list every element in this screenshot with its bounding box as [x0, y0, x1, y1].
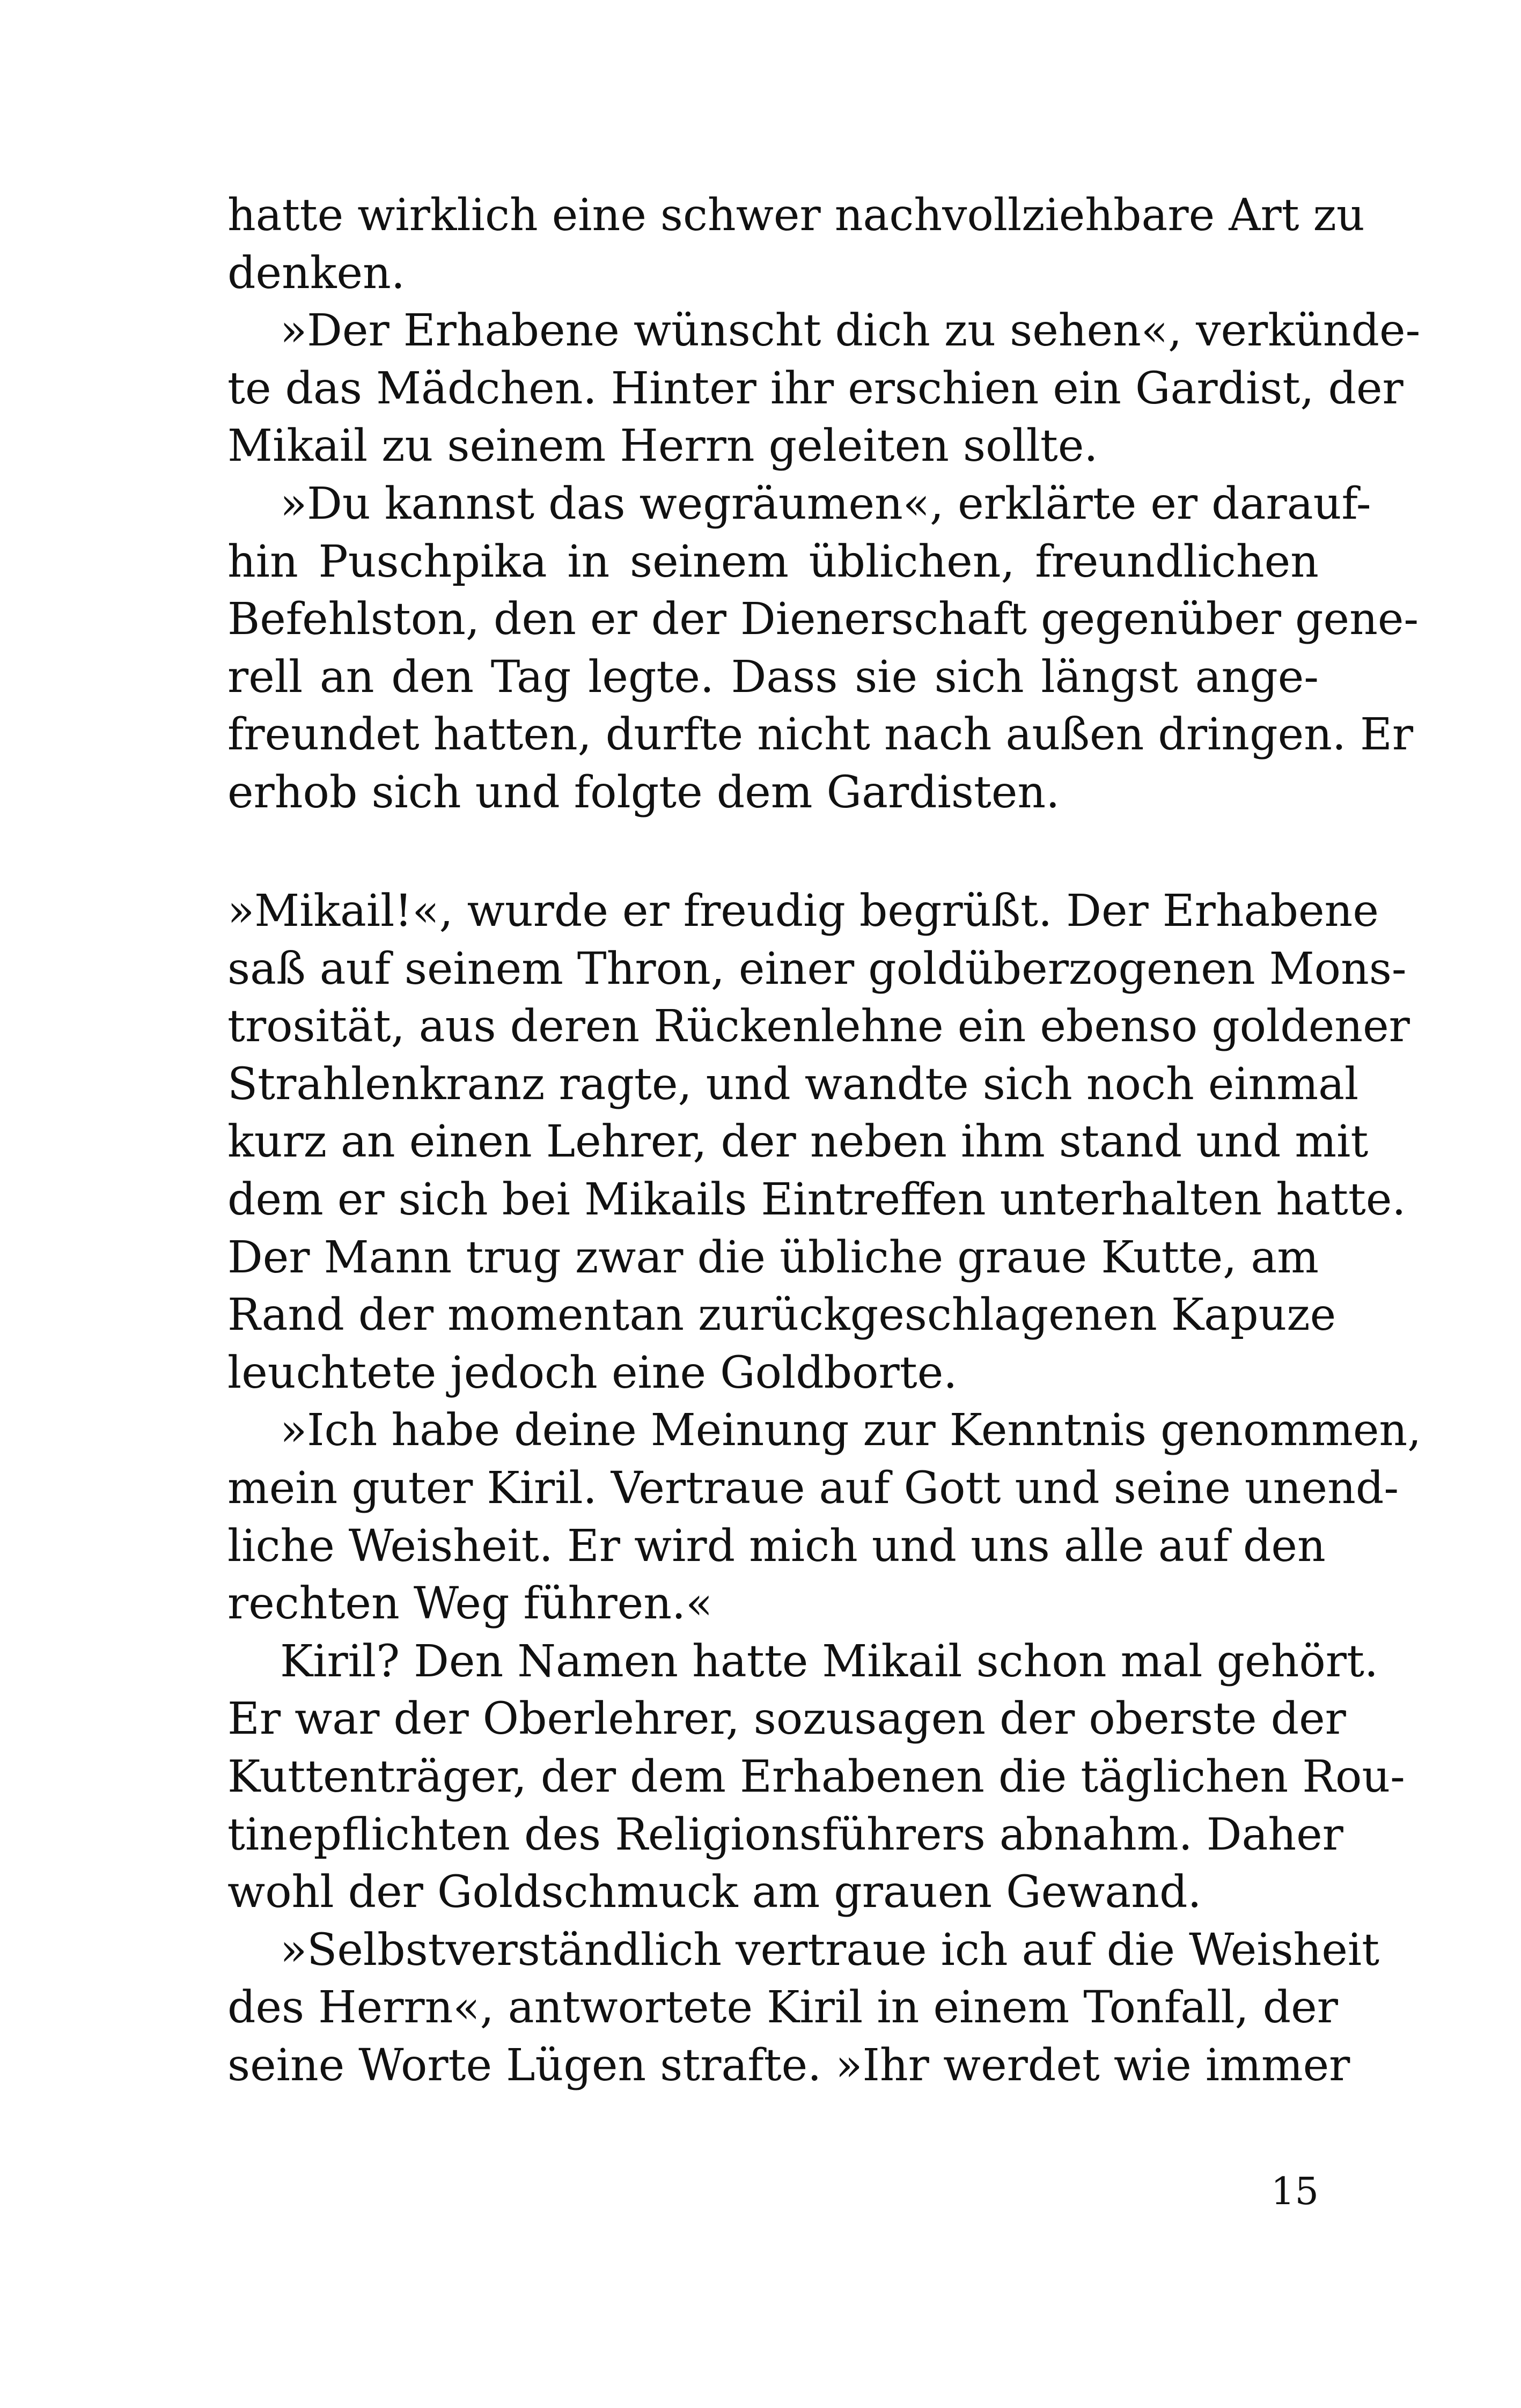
text-line: Er war der Oberlehrer, sozusagen der oberste der: [227, 1693, 1346, 1745]
text-line: freundet hatten, durfte nicht nach außen dringen. Er: [227, 709, 1414, 761]
text-line: Rand der momentan zurückgeschlagenen Kapuze: [227, 1290, 1336, 1341]
text-line: leuchtete jedoch eine Goldborte.: [227, 1347, 958, 1398]
text-line: liche Weisheit. Er wird mich und uns alle auf den: [227, 1520, 1326, 1572]
text-line: »Ich habe deine Meinung zur Kenntnis genommen,: [280, 1405, 1422, 1456]
text-line: »Selbstverständlich vertraue ich auf die Weisheit: [280, 1924, 1380, 1976]
text-line: wohl der Goldschmuck am grauen Gewand.: [227, 1867, 1202, 1918]
text-line: saß auf seinem Thron, einer goldüberzogenen Mons-: [227, 943, 1407, 995]
text-line: erhob sich und folgte dem Gardisten.: [227, 767, 1060, 818]
text-line: Kiril? Den Namen hatte Mikail schon mal gehört.: [280, 1636, 1378, 1687]
text-line: te das Mädchen. Hinter ihr erschien ein Gardist, der: [227, 363, 1404, 414]
text-line: »Du kannst das wegräumen«, erklärte er darauf-: [280, 478, 1371, 529]
text-line: denken.: [227, 247, 405, 299]
text-line: trosität, aus deren Rückenlehne ein ebenso goldener: [227, 1001, 1410, 1052]
text-line: rell an den Tag legte. Dass sie sich längst ange-: [227, 651, 1319, 703]
text-section-2: [227, 882, 1422, 2094]
text-line: hin Puschpika in seinem üblichen, freundlichen: [227, 536, 1319, 587]
text-line: Der Mann trug zwar die übliche graue Kutte, am: [227, 1232, 1319, 1283]
page-number: 15: [1270, 2169, 1319, 2213]
text-line: Kuttenträger, der dem Erhabenen die täglichen Rou-: [227, 1751, 1405, 1802]
text-line: kurz an einen Lehrer, der neben ihm stand und mit: [227, 1116, 1369, 1168]
text-line: seine Worte Lügen strafte. »Ihr werdet wie immer: [227, 2039, 1350, 2091]
text-line: »Der Erhabene wünscht dich zu sehen«, verkünde-: [280, 305, 1421, 357]
text-line: »Mikail!«, wurde er freudig begrüßt. Der Erhabene: [227, 886, 1379, 937]
text-line: des Herrn«, antwortete Kiril in einem Tonfall, der: [227, 1982, 1338, 2034]
text-line: rechten Weg führen.«: [227, 1578, 713, 1630]
text-section-1: [227, 187, 1421, 822]
text-line: Mikail zu seinem Herrn geleiten sollte.: [227, 421, 1098, 472]
text-line: Befehlston, den er der Dienerschaft gegenüber gene-: [227, 594, 1419, 645]
text-line: Strahlenkranz ragte, und wandte sich noch einmal: [227, 1058, 1359, 1110]
text-line: hatte wirklich eine schwer nachvollziehbare Art zu: [227, 190, 1365, 241]
text-line: tinepflichten des Religionsführers abnahm. Daher: [227, 1809, 1343, 1860]
text-line: mein guter Kiril. Vertraue auf Gott und seine unend-: [227, 1462, 1399, 1514]
text-line: dem er sich bei Mikails Eintreffen unterhalten hatte.: [227, 1174, 1406, 1225]
